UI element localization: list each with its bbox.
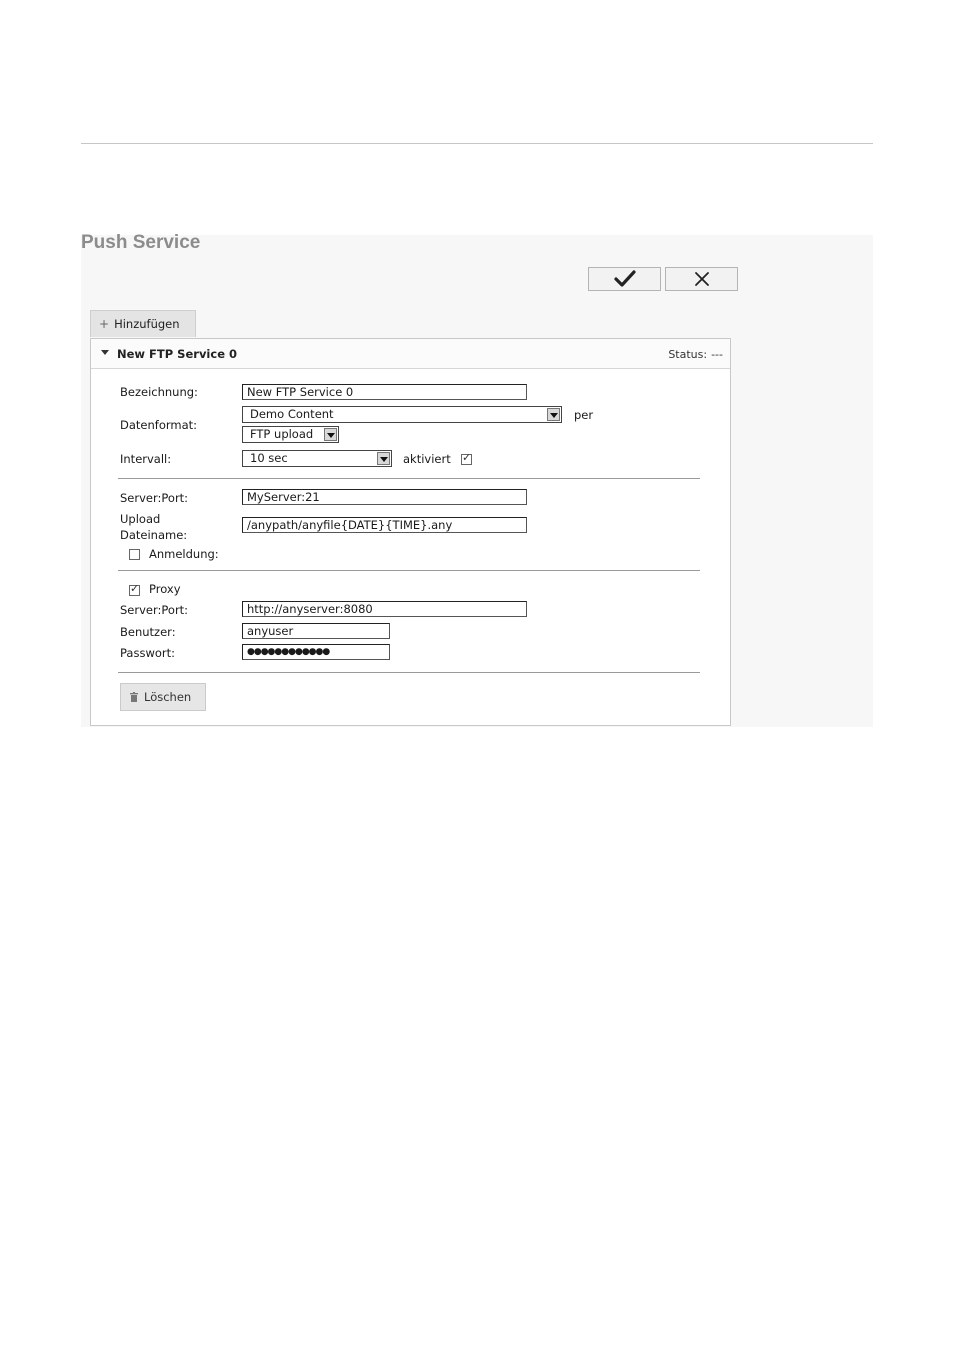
benutzer-input[interactable]: anyuser <box>242 623 390 639</box>
chevron-down-icon[interactable] <box>324 428 337 441</box>
delete-button-label: Löschen <box>144 690 192 704</box>
plus-icon: + <box>99 317 110 331</box>
chevron-down-icon[interactable] <box>547 408 560 421</box>
per-label: per <box>574 408 594 422</box>
trash-icon <box>130 692 138 702</box>
checkmark-icon <box>614 270 636 288</box>
benutzer-label: Benutzer: <box>120 625 176 639</box>
upload-label-line2: Dateiname: <box>120 528 188 542</box>
anmeldung-label: Anmeldung: <box>149 547 219 561</box>
section-divider <box>118 478 700 479</box>
delete-button[interactable] <box>120 683 206 711</box>
collapse-caret-icon[interactable] <box>101 350 109 355</box>
server-port-input[interactable]: MyServer:21 <box>242 489 527 505</box>
upload-label-line1: Upload <box>120 512 161 526</box>
cancel-button[interactable] <box>665 267 738 291</box>
datenformat-select[interactable] <box>242 406 562 423</box>
checkmark-icon: ✓ <box>462 451 472 464</box>
bezeichnung-input[interactable]: New FTP Service 0 <box>242 384 527 400</box>
proxy-label: Proxy <box>149 582 181 596</box>
proxy-server-port-label: Server:Port: <box>120 603 189 617</box>
service-status <box>668 348 723 361</box>
transport-select[interactable] <box>242 426 339 443</box>
datenformat-value: Demo Content <box>250 407 334 421</box>
transport-value: FTP upload <box>250 427 314 441</box>
add-button[interactable] <box>90 310 196 337</box>
proxy-checkbox[interactable] <box>129 582 140 596</box>
section-divider <box>118 570 700 571</box>
server-port-label: Server:Port: <box>120 491 189 505</box>
upload-filename-input[interactable]: /anypath/anyfile{DATE}{TIME}.any <box>242 517 527 533</box>
intervall-label: Intervall: <box>120 452 172 466</box>
passwort-label: Passwort: <box>120 646 176 660</box>
aktiviert-checkbox[interactable] <box>461 451 472 465</box>
page-title: Push Service <box>81 232 201 253</box>
service-title: New FTP Service 0 <box>117 347 237 361</box>
confirm-button[interactable] <box>588 267 661 291</box>
proxy-server-port-input[interactable]: http://anyserver:8080 <box>242 601 527 617</box>
aktiviert-label: aktiviert <box>403 452 451 466</box>
anmeldung-checkbox[interactable] <box>129 549 140 560</box>
intervall-value: 10 sec <box>250 451 288 465</box>
passwort-input[interactable]: ●●●●●●●●●●●● <box>242 644 390 660</box>
intervall-select[interactable] <box>242 450 392 467</box>
close-icon <box>694 271 710 287</box>
section-divider <box>118 672 700 673</box>
datenformat-label: Datenformat: <box>120 418 198 432</box>
status-label: Status: <box>668 348 708 361</box>
add-button-label: Hinzufügen <box>114 317 180 331</box>
service-header[interactable] <box>91 339 730 369</box>
chevron-down-icon[interactable] <box>377 452 390 465</box>
top-divider <box>81 143 873 144</box>
checkmark-icon: ✓ <box>130 582 140 595</box>
status-value: --- <box>711 348 723 361</box>
bezeichnung-label: Bezeichnung: <box>120 385 198 399</box>
